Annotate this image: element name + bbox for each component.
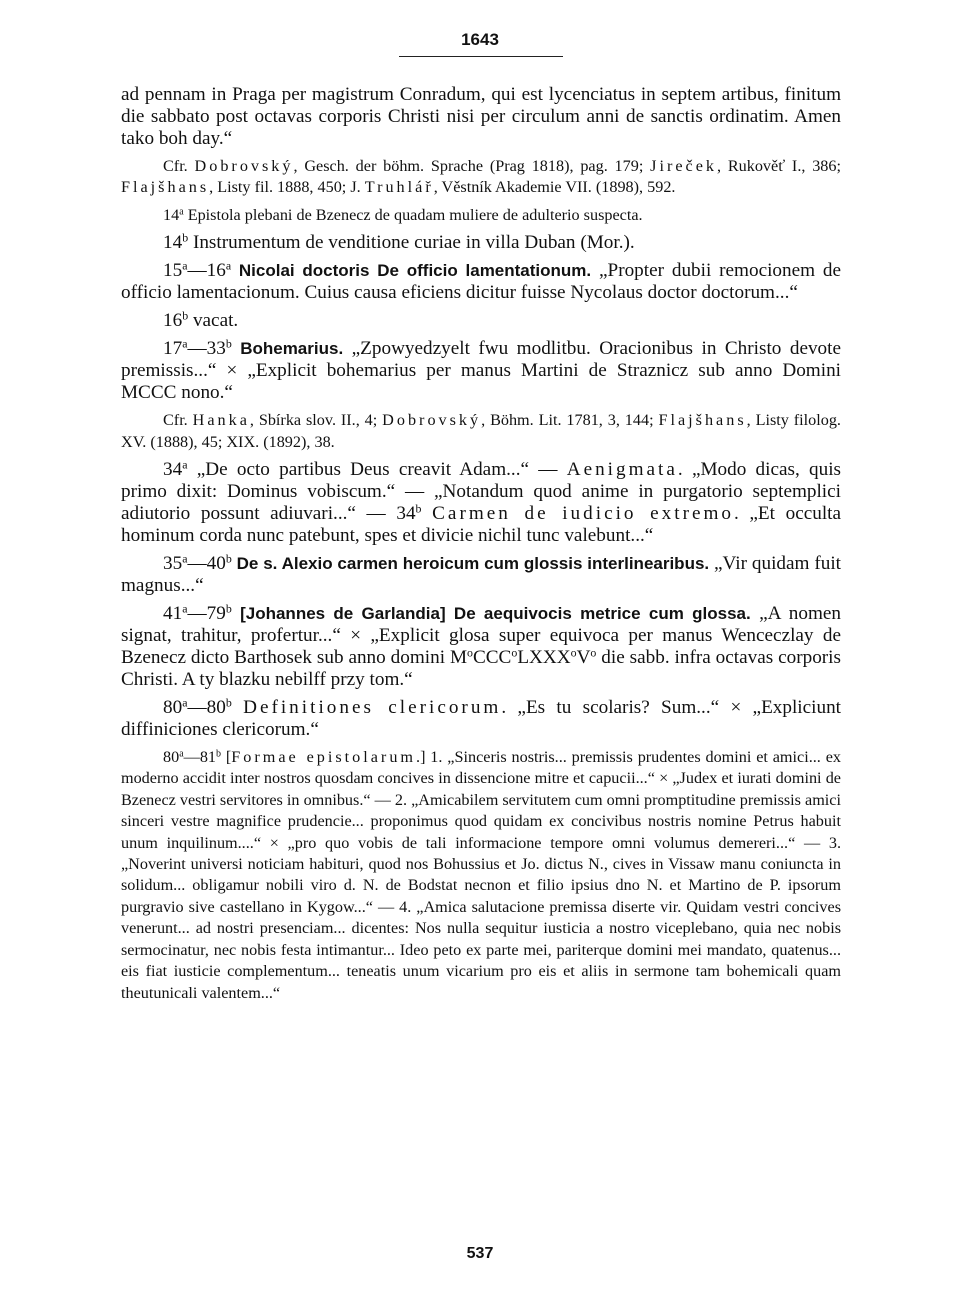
entry-14a: 14$^a$ Epistola plebani de Bzenecz de quadam muliere de adulterio suspecta. [163,205,643,224]
entry-14b: 14$^b$ Instrumentum de venditione curiae in villa Duban (Mor.). [163,230,635,254]
entry-41a-79b: 41$^a$—79$^b$ [Johannes de Garlandia] De aequivocis metrice cum glossa. „A nomen signat, trahitur, profertur...“ × „Explicit glosa super equivoca per manus Wenceczlay de Bzenecz dicto Barthosek sub anno domini $M^oCCC^oLXXX^oV^o$ die sabb. infra octavas corporis Christi. A ty blazku nebilff przy tom.“ [121,601,841,691]
entry-34a: 34$^a$ „De octo partibus Deus creavit Adam...“ — Aenigmata. „Modo dicas, quis primo dixit: Dominus vobiscum.“ — „Notandum quod anime in purgatorio septemplici adiutorio possunt adiuvari...“ — 34$^b$ Carmen de iudicio extremo. „Et occulta hominum corda nunc patebunt, spes et divicie nichil tunc valebunt...“ [121,457,842,547]
page-body [121,84,841,1004]
entry-15a-16a: 15$^a$—16$^a$ Nicolai doctoris De officio lamentationum. „Propter dubii remocionem de officio lamentacionum. Cuius causa eficiens dicitur fuisse Nycolaus doctor doctorum...“ [121,258,841,304]
reference-paragraph-1: Cfr. Dobrovský, Gesch. der böhm. Sprache (Prag 1818), pag. 179; Jireček, Rukověť I., 386; Flajšhans, Listy fil. 1888, 450; J. Truhlář, Věstník Akademie VII. (1898), 592. [121,157,841,197]
entry-35a-40b: 35$^a$—40$^b$ De s. Alexio carmen heroicum cum glossis interlinearibus. „Vir quidam fuit magnus...“ [121,551,841,597]
page-footer-number: 537 [466,1245,494,1262]
entry-80a-81b: 80$^a$—81$^b$ [Formae epistolarum.] 1. „Sinceris nostris... premissis prudentes domini et amici... ex moderno accidit inter nostros quosdam concives in dissencione mitre et capucii...“ × „Judex et iurati domini de Bzenecz vestri servitores in omnibus.“ — 2. „Amicabilem servitutem cum omni promptitudine premissis amici sinceri vestre magnifice prudencie... proponimus quod quidam ex concivibus nostris nomine Petrus habuit unum inquilinum....“ × „pro quo vobis de tali informacione tempore omni volumus demereri...“ — 3. „Noverint universi noticiam habituri, quod nos Bohussius et Jo. dictus N., cives in Vissaw manu coniuncta in solidum... obligamur nobili viro d. N. de Bodstat necnon et filio ipsius dno N. et Martino de P. ipsorum purgravio sive castellano in Kygow...“ — 4. „Amica salutacione premissa diserte vir. Quidam vestri concives venerunt... ad nostri presenciam... dicentes: Nos nulla sequitur iusticia a nostro viceplebano, quia nec nobis sermocinatur, nec nobis festa intimantur... Ideo peto ex parte mei, pariterque domini mei mandato, quatenus... eis fiat iusticie complementum... teneatis unum vicarium pro eis et aliis in sermone tam bohemicali quam theutunicali valentem...“ [121,748,841,1002]
entry-17a-33b: 17$^a$—33$^b$ Bohemarius. „Zpowyedzyelt fwu modlitbu. Oracionibus in Christo devote premissis...“ × „Explicit bohemarius per manus Martini de Straznicz sub anno Domini MCCC nono.“ [121,336,841,404]
paragraph-conclusion: ad pennam in Praga per magistrum Conradum, qui est lycenciatus in septem artibus, finitum die sabbato post octavas corporis Christi nisi per circulum anni de sanctis ordinatim. Amen tako boh day.“ [121,84,841,149]
entry-16b: 16$^b$ vacat. [163,308,239,332]
entry-80a-80b: 80$^a$—80$^b$ Definitiones clericorum. „Es tu scolaris? Sum...“ × „Expliciunt diffiniciones clericorum.“ [121,695,842,741]
reference-paragraph-2: Cfr. Hanka, Sbírka slov. II., 4; Dobrovský, Böhm. Lit. 1781, 3, 144; Flajšhans, Listy filolog. XV. (1888), 45; XIX. (1892), 38. [121,411,841,451]
header-rule [399,56,563,57]
page-header-number: 1643 [461,30,499,49]
